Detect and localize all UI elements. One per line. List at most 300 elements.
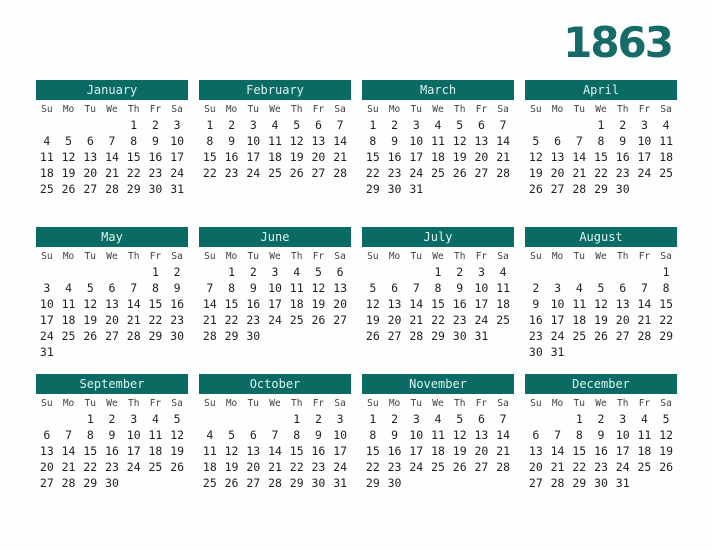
- day-grid: [199, 264, 351, 344]
- day-cell: 3: [43, 281, 51, 295]
- day-cell: 19: [83, 313, 98, 327]
- day-cell: 11: [61, 297, 76, 311]
- day-cell: 11: [496, 281, 511, 295]
- day-cell: 13: [387, 297, 402, 311]
- weekday-label: Tu: [410, 104, 422, 115]
- day-cell: 8: [86, 428, 94, 442]
- day-cell: 26: [452, 166, 467, 180]
- day-cell: 24: [637, 166, 652, 180]
- day-cell: 19: [452, 150, 467, 164]
- day-cell: 5: [86, 281, 94, 295]
- day-cell: 26: [289, 166, 304, 180]
- day-cell: 8: [662, 281, 670, 295]
- weekday-label: Tu: [247, 251, 259, 262]
- day-cell: 18: [289, 297, 304, 311]
- month-header: [199, 80, 351, 100]
- weekday-label: Su: [41, 251, 53, 262]
- day-cell: 23: [452, 313, 467, 327]
- day-cell: 24: [126, 460, 141, 474]
- day-cell: 5: [662, 412, 670, 426]
- day-cell: 5: [456, 118, 464, 132]
- day-cell: 1: [369, 118, 377, 132]
- day-cell: 15: [431, 297, 445, 311]
- month-march: [362, 80, 514, 227]
- weekday-label: We: [432, 104, 444, 115]
- month-december: [525, 374, 677, 521]
- day-cell: 5: [532, 134, 540, 148]
- day-cell: 10: [615, 428, 630, 442]
- day-cell: 21: [202, 313, 217, 327]
- day-cell: 1: [434, 265, 442, 279]
- day-cell: 1: [662, 265, 670, 279]
- weekday-label: Tu: [84, 398, 96, 409]
- day-cell: 22: [224, 313, 239, 327]
- month-october: [199, 374, 351, 521]
- day-cell: 23: [148, 166, 163, 180]
- day-cell: 19: [61, 166, 76, 180]
- weekday-row: [36, 247, 188, 264]
- day-cell: 12: [224, 444, 239, 458]
- day-cell: 24: [268, 313, 282, 327]
- day-cell: 10: [126, 428, 141, 442]
- day-cell: 25: [637, 460, 652, 474]
- weekday-label: We: [595, 398, 607, 409]
- day-cell: 23: [105, 460, 119, 474]
- day-cell: 2: [532, 281, 540, 295]
- day-cell: 31: [170, 182, 185, 196]
- weekday-label: Su: [367, 398, 379, 409]
- day-cell: 7: [554, 428, 562, 442]
- weekday-label: Su: [367, 104, 379, 115]
- calendar-grid: [36, 80, 677, 521]
- day-cell: 20: [474, 444, 489, 458]
- day-cell: 3: [619, 412, 627, 426]
- weekday-label: Th: [453, 398, 466, 409]
- day-cell: 23: [224, 166, 239, 180]
- day-cell: 7: [108, 134, 116, 148]
- weekday-label: Mo: [388, 104, 401, 115]
- day-cell: 14: [550, 444, 565, 458]
- day-cell: 12: [594, 297, 608, 311]
- day-cell: 27: [39, 476, 54, 490]
- month-november: [362, 374, 514, 521]
- day-cell: 1: [151, 265, 159, 279]
- day-cell: 25: [496, 313, 511, 327]
- day-cell: 14: [333, 134, 348, 148]
- month-title: March: [419, 83, 457, 97]
- month-title: January: [86, 83, 138, 97]
- day-cell: 6: [554, 134, 562, 148]
- day-cell: 30: [452, 329, 467, 343]
- day-cell: 27: [333, 313, 348, 327]
- day-cell: 25: [268, 166, 282, 180]
- day-cell: 9: [314, 428, 322, 442]
- weekday-label: Th: [290, 398, 303, 409]
- month-title: November: [409, 377, 467, 391]
- day-cell: 7: [336, 118, 344, 132]
- day-cell: 4: [43, 134, 51, 148]
- weekday-label: We: [106, 104, 118, 115]
- day-cell: 26: [659, 460, 674, 474]
- weekday-label: Tu: [410, 251, 422, 262]
- day-grid: [36, 411, 188, 491]
- day-cell: 5: [314, 265, 322, 279]
- day-cell: 29: [594, 182, 608, 196]
- day-cell: 26: [311, 313, 326, 327]
- day-cell: 14: [126, 297, 141, 311]
- day-cell: 3: [412, 118, 420, 132]
- weekday-label: We: [106, 251, 118, 262]
- day-grid: [525, 264, 677, 360]
- day-cell: 15: [365, 444, 380, 458]
- day-cell: 2: [228, 118, 236, 132]
- day-cell: 6: [532, 428, 540, 442]
- weekday-row: [199, 100, 351, 117]
- day-grid: [199, 117, 351, 181]
- day-cell: 14: [572, 150, 587, 164]
- day-cell: 26: [170, 460, 185, 474]
- day-cell: 12: [289, 134, 304, 148]
- day-cell: 28: [550, 476, 565, 490]
- day-cell: 30: [387, 182, 402, 196]
- weekday-label: Tu: [573, 251, 585, 262]
- day-cell: 30: [170, 329, 185, 343]
- day-grid: [362, 117, 514, 197]
- day-cell: 10: [333, 428, 348, 442]
- weekday-label: Sa: [497, 398, 509, 409]
- day-cell: 16: [148, 150, 163, 164]
- day-cell: 1: [293, 412, 301, 426]
- month-header: [199, 374, 351, 394]
- day-cell: 17: [39, 313, 54, 327]
- month-header: [525, 227, 677, 247]
- day-cell: 24: [246, 166, 261, 180]
- weekday-label: Tu: [247, 104, 259, 115]
- day-cell: 20: [105, 313, 119, 327]
- month-header: [36, 80, 188, 100]
- day-cell: 17: [409, 444, 424, 458]
- day-cell: 19: [365, 313, 380, 327]
- weekday-label: Tu: [573, 398, 585, 409]
- weekday-label: Sa: [660, 251, 672, 262]
- day-cell: 28: [202, 329, 217, 343]
- weekday-label: Mo: [62, 398, 75, 409]
- day-cell: 22: [289, 460, 304, 474]
- day-cell: 11: [431, 134, 445, 148]
- weekday-label: Fr: [638, 398, 651, 409]
- day-cell: 24: [333, 460, 348, 474]
- day-cell: 23: [594, 460, 608, 474]
- day-cell: 8: [206, 134, 214, 148]
- day-cell: 7: [499, 118, 507, 132]
- day-cell: 21: [268, 460, 282, 474]
- weekday-label: Su: [530, 398, 542, 409]
- day-cell: 19: [594, 313, 608, 327]
- day-cell: 2: [314, 412, 322, 426]
- day-cell: 4: [293, 265, 301, 279]
- day-cell: 15: [365, 150, 380, 164]
- day-cell: 7: [65, 428, 73, 442]
- day-cell: 13: [39, 444, 54, 458]
- day-cell: 21: [61, 460, 76, 474]
- day-cell: 15: [594, 150, 608, 164]
- weekday-label: We: [595, 104, 607, 115]
- day-cell: 15: [572, 444, 587, 458]
- day-cell: 19: [170, 444, 185, 458]
- day-cell: 15: [83, 444, 98, 458]
- month-september: [36, 374, 188, 521]
- day-grid: [362, 264, 514, 344]
- day-cell: 17: [409, 150, 424, 164]
- day-cell: 11: [39, 150, 54, 164]
- weekday-label: Th: [616, 251, 629, 262]
- day-cell: 6: [249, 428, 257, 442]
- month-june: [199, 227, 351, 374]
- day-cell: 14: [105, 150, 119, 164]
- day-cell: 9: [456, 281, 464, 295]
- day-cell: 8: [597, 134, 605, 148]
- day-cell: 28: [572, 182, 587, 196]
- day-cell: 9: [249, 281, 257, 295]
- month-header: [199, 227, 351, 247]
- weekday-row: [36, 394, 188, 411]
- weekday-label: Th: [453, 104, 466, 115]
- day-cell: 1: [86, 412, 94, 426]
- day-cell: 13: [333, 281, 348, 295]
- weekday-label: Fr: [149, 398, 162, 409]
- day-cell: 3: [130, 412, 138, 426]
- day-cell: 21: [572, 166, 587, 180]
- day-cell: 11: [659, 134, 674, 148]
- month-february: [199, 80, 351, 227]
- day-cell: 9: [228, 134, 236, 148]
- day-cell: 26: [61, 182, 76, 196]
- day-cell: 16: [387, 150, 402, 164]
- day-cell: 19: [659, 444, 674, 458]
- day-cell: 20: [528, 460, 543, 474]
- day-cell: 23: [528, 329, 543, 343]
- day-cell: 29: [126, 182, 141, 196]
- day-cell: 21: [409, 313, 424, 327]
- weekday-row: [199, 247, 351, 264]
- weekday-label: Su: [204, 104, 216, 115]
- day-cell: 8: [151, 281, 159, 295]
- weekday-label: Mo: [62, 104, 75, 115]
- day-cell: 16: [387, 444, 402, 458]
- day-cell: 21: [496, 150, 511, 164]
- day-cell: 5: [369, 281, 377, 295]
- day-cell: 30: [615, 182, 630, 196]
- day-cell: 22: [572, 460, 587, 474]
- weekday-label: Sa: [171, 104, 183, 115]
- day-cell: 26: [528, 182, 543, 196]
- day-cell: 28: [496, 166, 511, 180]
- weekday-label: Th: [616, 398, 629, 409]
- day-cell: 23: [615, 166, 630, 180]
- day-cell: 8: [369, 428, 377, 442]
- month-title: April: [582, 83, 620, 97]
- day-cell: 22: [148, 313, 163, 327]
- weekday-label: Fr: [312, 398, 325, 409]
- day-cell: 1: [130, 118, 138, 132]
- day-cell: 1: [575, 412, 583, 426]
- day-cell: 6: [86, 134, 94, 148]
- day-cell: 21: [550, 460, 565, 474]
- day-cell: 29: [83, 476, 98, 490]
- day-cell: 24: [170, 166, 185, 180]
- month-april: [525, 80, 677, 227]
- day-cell: 26: [452, 460, 467, 474]
- day-cell: 28: [637, 329, 652, 343]
- day-cell: 9: [619, 134, 627, 148]
- day-cell: 27: [387, 329, 402, 343]
- month-header: [362, 374, 514, 394]
- day-cell: 25: [39, 182, 54, 196]
- weekday-label: Th: [290, 104, 303, 115]
- day-cell: 2: [391, 118, 399, 132]
- day-cell: 8: [369, 134, 377, 148]
- day-cell: 9: [597, 428, 605, 442]
- day-cell: 5: [65, 134, 73, 148]
- day-cell: 30: [311, 476, 326, 490]
- day-cell: 12: [659, 428, 674, 442]
- day-cell: 29: [148, 329, 163, 343]
- day-cell: 6: [314, 118, 322, 132]
- day-cell: 10: [637, 134, 652, 148]
- weekday-label: Sa: [497, 104, 509, 115]
- day-cell: 29: [224, 329, 239, 343]
- day-cell: 6: [619, 281, 627, 295]
- day-cell: 22: [594, 166, 608, 180]
- weekday-label: Tu: [247, 398, 259, 409]
- day-cell: 8: [130, 134, 138, 148]
- day-cell: 25: [289, 313, 304, 327]
- day-cell: 20: [333, 297, 348, 311]
- weekday-label: Th: [290, 251, 303, 262]
- day-cell: 11: [268, 134, 282, 148]
- weekday-row: [362, 394, 514, 411]
- weekday-label: Th: [616, 104, 629, 115]
- day-cell: 21: [496, 444, 511, 458]
- day-cell: 4: [65, 281, 73, 295]
- day-cell: 23: [170, 313, 185, 327]
- day-cell: 2: [391, 412, 399, 426]
- day-cell: 19: [311, 297, 326, 311]
- day-cell: 14: [496, 428, 511, 442]
- day-cell: 6: [108, 281, 116, 295]
- month-title: December: [572, 377, 630, 391]
- day-cell: 17: [637, 150, 652, 164]
- weekday-label: Sa: [497, 251, 509, 262]
- day-cell: 26: [224, 476, 239, 490]
- day-cell: 16: [170, 297, 185, 311]
- day-cell: 15: [202, 150, 217, 164]
- month-january: [36, 80, 188, 227]
- day-cell: 11: [431, 428, 445, 442]
- day-cell: 11: [202, 444, 217, 458]
- day-cell: 20: [550, 166, 565, 180]
- day-cell: 17: [333, 444, 348, 458]
- weekday-label: Fr: [149, 104, 162, 115]
- month-header: [362, 80, 514, 100]
- day-cell: 17: [268, 297, 282, 311]
- day-cell: 27: [246, 476, 261, 490]
- day-cell: 18: [572, 313, 587, 327]
- day-cell: 7: [412, 281, 420, 295]
- day-cell: 16: [452, 297, 467, 311]
- weekday-label: Tu: [573, 104, 585, 115]
- day-cell: 14: [637, 297, 652, 311]
- weekday-label: Mo: [62, 251, 75, 262]
- weekday-label: Fr: [475, 398, 488, 409]
- day-cell: 2: [597, 412, 605, 426]
- weekday-label: Mo: [388, 398, 401, 409]
- day-cell: 21: [105, 166, 119, 180]
- day-cell: 27: [528, 476, 543, 490]
- weekday-row: [525, 100, 677, 117]
- weekday-label: Mo: [225, 398, 238, 409]
- day-cell: 19: [289, 150, 304, 164]
- month-header: [36, 374, 188, 394]
- day-cell: 8: [228, 281, 236, 295]
- day-cell: 13: [474, 134, 489, 148]
- day-cell: 16: [594, 444, 608, 458]
- day-cell: 19: [452, 444, 467, 458]
- month-header: [36, 227, 188, 247]
- day-cell: 4: [206, 428, 214, 442]
- day-cell: 25: [431, 166, 445, 180]
- day-cell: 24: [39, 329, 54, 343]
- weekday-label: Th: [127, 104, 140, 115]
- month-august: [525, 227, 677, 374]
- day-cell: 22: [365, 166, 380, 180]
- weekday-label: Th: [453, 251, 466, 262]
- day-cell: 18: [431, 444, 445, 458]
- day-cell: 21: [126, 313, 141, 327]
- month-may: [36, 227, 188, 374]
- month-header: [362, 227, 514, 247]
- day-cell: 12: [311, 281, 326, 295]
- day-cell: 3: [271, 265, 279, 279]
- weekday-row: [525, 247, 677, 264]
- day-cell: 9: [151, 134, 159, 148]
- day-cell: 16: [615, 150, 630, 164]
- month-header: [525, 374, 677, 394]
- weekday-label: We: [432, 251, 444, 262]
- weekday-label: Fr: [638, 104, 651, 115]
- day-cell: 5: [228, 428, 236, 442]
- day-cell: 18: [431, 150, 445, 164]
- day-cell: 6: [391, 281, 399, 295]
- day-cell: 12: [61, 150, 76, 164]
- weekday-row: [362, 247, 514, 264]
- weekday-label: We: [595, 251, 607, 262]
- day-cell: 4: [575, 281, 583, 295]
- day-cell: 27: [550, 182, 565, 196]
- day-grid: [36, 117, 188, 197]
- weekday-label: Sa: [660, 398, 672, 409]
- day-cell: 7: [499, 412, 507, 426]
- day-cell: 19: [528, 166, 543, 180]
- day-cell: 12: [170, 428, 185, 442]
- day-cell: 3: [477, 265, 485, 279]
- day-cell: 26: [365, 329, 380, 343]
- day-cell: 10: [550, 297, 565, 311]
- day-cell: 19: [224, 460, 239, 474]
- day-cell: 6: [477, 412, 485, 426]
- month-title: February: [246, 83, 304, 97]
- day-cell: 30: [148, 182, 163, 196]
